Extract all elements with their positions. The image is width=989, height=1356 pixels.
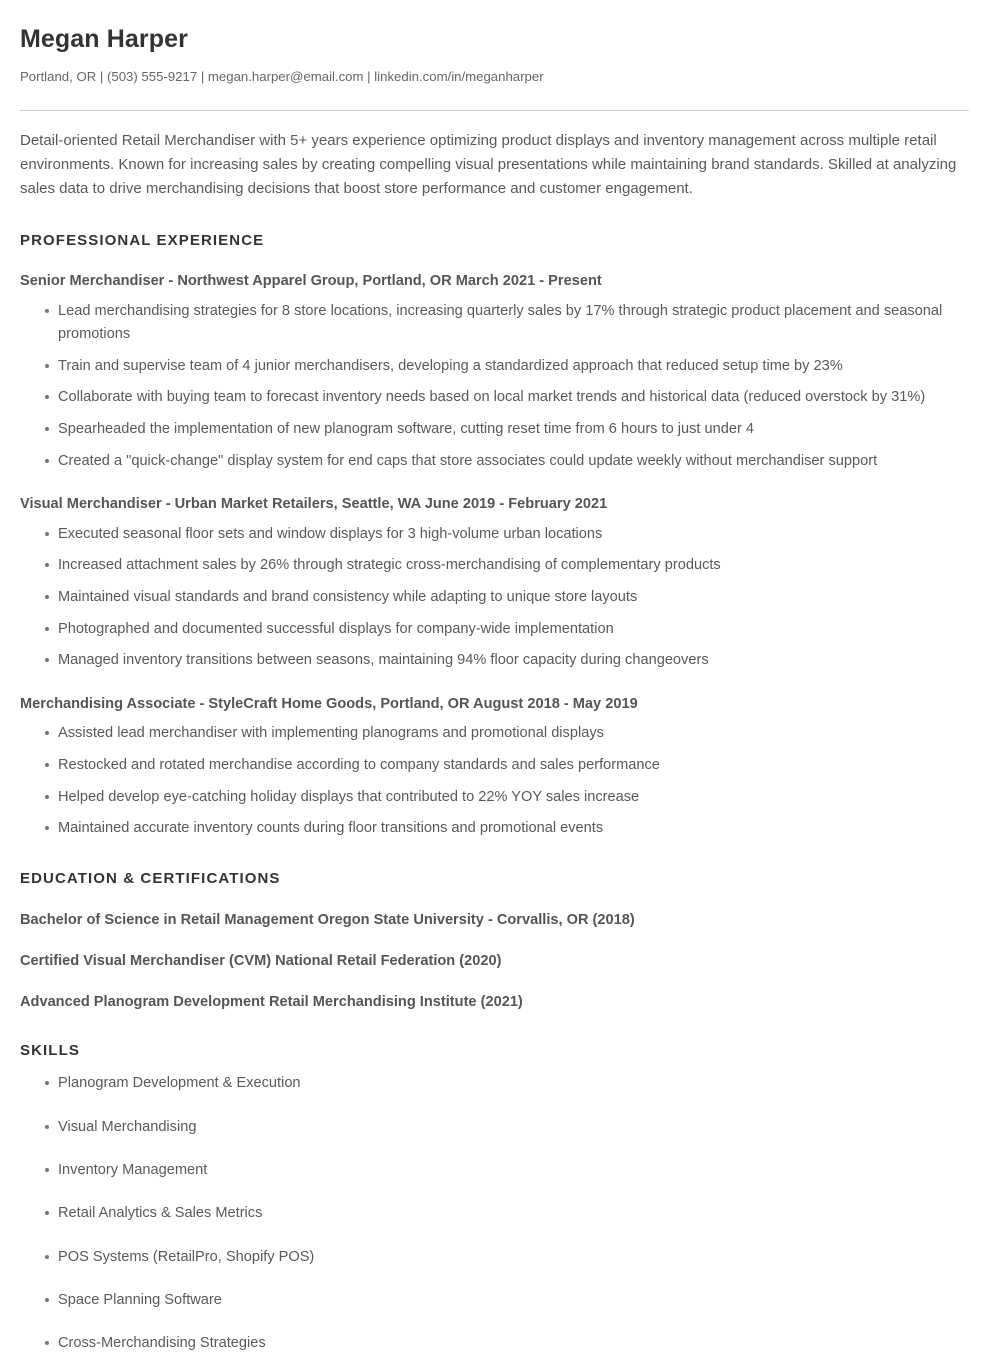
job-entry [20,271,969,473]
bullet-item: Managed inventory transitions between seasons, maintaining 94% floor capacity during changeovers [20,649,969,673]
professional-summary: Detail-oriented Retail Merchandiser with 5+ years experience optimizing product displays and inventory management across multiple retail environments. Known for increasing sales by creating compelling visual presentations while maintaining brand standards. Skilled at analyzing sales data to drive merchandising decisions that boost store performance and customer engagement. [20,131,957,198]
section-heading-experience: PROFESSIONAL EXPERIENCE [20,231,265,249]
bullet-item: Assisted lead merchandiser with implementing planograms and promotional displays [20,722,969,746]
job-bullets [20,523,969,673]
bullet-item: Spearheaded the implementation of new planogram software, cutting reset time from 6 hours to just under 4 [20,418,969,442]
section-heading-education: EDUCATION & CERTIFICATIONS [20,870,281,887]
candidate-name: Megan Harper [20,25,188,53]
bullet-item: Train and supervise team of 4 junior merchandisers, developing a standardized approach that reduced setup time by 23% [20,355,969,379]
skill-item: Visual Merchandising [20,1116,969,1139]
job-entry [20,694,969,841]
bullet-item: Maintained accurate inventory counts during floor transitions and promotional events [20,817,969,841]
job-title: Senior Merchandiser - Northwest Apparel Group, Portland, OR March 2021 - Present [20,273,602,290]
contact-line: Portland, OR | (503) 555-9217 | megan.harper@email.com | linkedin.com/in/meganharper [20,69,544,85]
bullet-item: Maintained visual standards and brand consistency while adapting to unique store layouts [20,586,969,610]
skill-item: Retail Analytics & Sales Metrics [20,1202,969,1225]
job-entry [20,494,969,673]
bullet-item: Lead merchandising strategies for 8 store locations, increasing quarterly sales by 17% through strategic product placement and seasonal promotions [20,300,969,347]
education-item: Bachelor of Science in Retail Management Oregon State University - Corvallis, OR (2018) [20,911,635,928]
education-list [20,910,969,1013]
bullet-item: Created a "quick-change" display system for end caps that store associates could update weekly without merchandiser support [20,450,969,474]
job-title: Merchandising Associate - StyleCraft Home Goods, Portland, OR August 2018 - May 2019 [20,696,638,713]
bullet-item: Collaborate with buying team to forecast inventory needs based on local market trends and historical data (reduced overstock by 31%) [20,386,969,410]
skill-item: POS Systems (RetailPro, Shopify POS) [20,1246,969,1269]
skills-list [20,1072,969,1355]
skill-item: Planogram Development & Execution [20,1072,969,1095]
header-divider [20,110,969,111]
education-section [20,910,969,1013]
job-bullets [20,300,969,474]
experience-section [20,271,969,841]
skills-section [20,1072,969,1355]
skill-item: Space Planning Software [20,1289,969,1312]
bullet-item: Restocked and rotated merchandise according to company standards and sales performance [20,754,969,778]
job-title: Visual Merchandiser - Urban Market Retailers, Seattle, WA June 2019 - February 2021 [20,496,608,513]
resume-header [20,18,969,111]
bullet-item: Increased attachment sales by 26% through strategic cross-merchandising of complementary products [20,554,969,578]
bullet-item: Helped develop eye-catching holiday displays that contributed to 22% YOY sales increase [20,786,969,810]
bullet-item: Executed seasonal floor sets and window displays for 3 high-volume urban locations [20,523,969,547]
bullet-item: Photographed and documented successful displays for company-wide implementation [20,618,969,642]
skill-item: Inventory Management [20,1159,969,1182]
section-heading-skills: SKILLS [20,1041,80,1059]
education-item: Certified Visual Merchandiser (CVM) National Retail Federation (2020) [20,952,502,969]
skill-item: Cross-Merchandising Strategies [20,1332,969,1355]
education-item: Advanced Planogram Development Retail Merchandising Institute (2021) [20,994,523,1011]
job-bullets [20,722,969,841]
